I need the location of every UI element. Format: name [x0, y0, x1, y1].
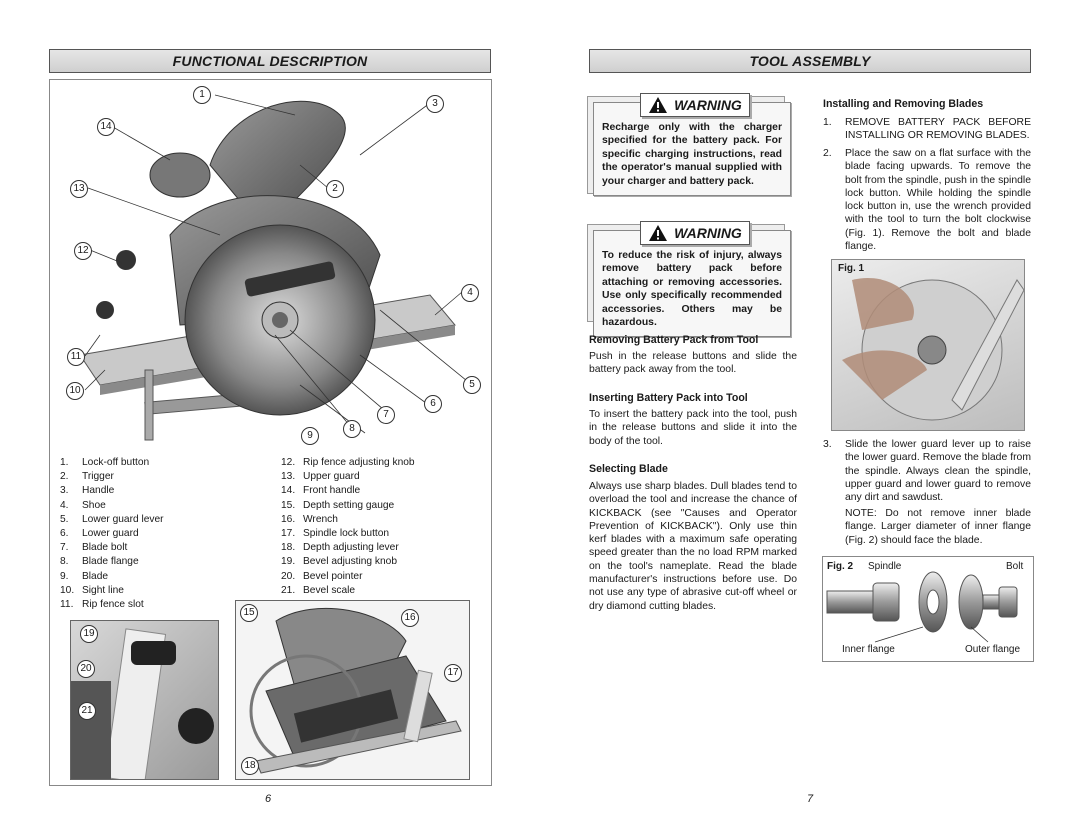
- callout-7: 7: [377, 406, 395, 424]
- callout-14: 14: [97, 118, 115, 136]
- spindle-label: Spindle: [868, 561, 902, 572]
- part-item: 19. Bevel adjusting knob: [281, 556, 398, 568]
- warning-box-battery: [587, 216, 787, 336]
- warning-triangle-icon: [648, 224, 668, 242]
- callout-3: 3: [426, 95, 444, 113]
- callout-16: 16: [401, 609, 419, 627]
- parts-list-left: [60, 456, 270, 612]
- inserting-battery-title: Inserting Battery Pack into Tool: [589, 392, 748, 404]
- selecting-blade-title: Selecting Blade: [589, 463, 668, 475]
- inner-flange-label: Inner flange: [842, 644, 895, 655]
- removing-battery-title: Removing Battery Pack from Tool: [589, 334, 759, 346]
- callout-5: 5: [463, 376, 481, 394]
- part-item: 11. Rip fence slot: [60, 599, 144, 611]
- parts-list-right: [281, 456, 481, 598]
- fig1-label: Fig. 1: [838, 263, 865, 274]
- bolt-label: Bolt: [1006, 561, 1024, 572]
- part-item: 6. Lower guard: [60, 528, 139, 540]
- part-item: 3. Handle: [60, 485, 115, 497]
- warning-triangle-icon: [648, 96, 668, 114]
- callout-6: 6: [424, 395, 442, 413]
- circular-saw-illustration: [60, 85, 480, 457]
- inserting-battery-text: To insert the battery pack into the tool, push in the release buttons and slide it into the body of the tool.: [589, 409, 797, 447]
- part-item: 8. Blade flange: [60, 556, 139, 568]
- part-item: 1. Lock-off button: [60, 457, 150, 468]
- removing-battery-text: Push in the release buttons and slide the battery pack away from the tool.: [589, 351, 797, 376]
- selecting-blade-text: Always use sharp blades. Dull blades tend to overload the tool and increase the chance of KICKBACK (see "Causes and Operator Prevention of KICKBACK"). Only use thin kerf blades with a maximum safe operating speed greater than the no load RPM marked on the tool's nameplate. Read the blade manufacturer's instructions before use. Do not use any type of abrasive cut-off wheel or dry diamond cutting blades.: [589, 481, 797, 612]
- part-item: 14. Front handle: [281, 485, 361, 497]
- callout-18: 18: [241, 757, 259, 775]
- part-item: 16. Wrench: [281, 513, 338, 525]
- part-item: 13. Upper guard: [281, 471, 360, 483]
- callout-15: 15: [240, 604, 258, 622]
- part-item: 15. Depth setting gauge: [281, 499, 395, 511]
- part-item: 12. Rip fence adjusting knob: [281, 457, 415, 468]
- callout-10: 10: [66, 382, 84, 400]
- part-item: 21. Bevel scale: [281, 584, 356, 596]
- page-number-right: 7: [807, 793, 814, 805]
- callout-21: 21: [78, 702, 96, 720]
- callout-8: 8: [343, 420, 361, 438]
- callout-9: 9: [301, 427, 319, 445]
- warning-box-charger: [587, 88, 787, 208]
- part-item: 5. Lower guard lever: [60, 513, 164, 525]
- callout-17: 17: [444, 664, 462, 682]
- part-item: 7. Blade bolt: [60, 542, 128, 554]
- part-item: 2. Trigger: [60, 471, 114, 483]
- functional-description-header: FUNCTIONAL DESCRIPTION: [49, 49, 491, 73]
- tool-assembly-header: TOOL ASSEMBLY: [589, 49, 1031, 73]
- page-number-left: 6: [265, 793, 272, 805]
- callout-4: 4: [461, 284, 479, 302]
- part-item: 10. Sight line: [60, 584, 124, 596]
- warning-label: WARNING: [640, 221, 750, 245]
- note-inner-flange: NOTE: Do not remove inner blade flange. Larger diameter of inner flange (Fig. 2) should face the blade.: [845, 508, 1031, 546]
- rear-view-photo: [235, 600, 470, 780]
- part-item: 17. Spindle lock button: [281, 528, 390, 540]
- step-3: 3. Slide the lower guard lever up to raise the lower guard. Remove the blade from the spindle. Always clean the spindle, upper guard and lower guard to remove any dirt and sawdust.: [823, 439, 1031, 504]
- part-item: 9. Blade: [60, 570, 109, 582]
- fig2-label: Fig. 2: [827, 561, 854, 572]
- outer-flange-label: Outer flange: [965, 644, 1021, 655]
- callout-2: 2: [326, 180, 344, 198]
- callout-19: 19: [80, 625, 98, 643]
- step-2: 2. Place the saw on a flat surface with the blade facing upwards. To remove the bolt from the spindle, push in the spindle lock button. While holding the spindle lock button in, use the wrench provided with the tool to turn the bolt clockwise (Fig. 1). Remove the bolt and blade flange.: [823, 148, 1031, 253]
- callout-1: 1: [193, 86, 211, 104]
- bevel-detail-photo: [70, 620, 219, 780]
- callout-13: 13: [70, 180, 88, 198]
- step-1: 1. REMOVE BATTERY PACK BEFORE INSTALLING OR REMOVING BLADES.: [823, 117, 1031, 142]
- warning-text: Recharge only with the charger specified for the battery pack. For specific charging instructions, read the operator's manual supplied with your charger and battery pack.: [602, 122, 782, 187]
- warning-text: To reduce the risk of injury, always remove battery pack before attaching or removing accessories. Use only specifically recommended accessories. Others may be hazardous.: [602, 250, 782, 329]
- part-item: 18. Depth adjusting lever: [281, 542, 399, 554]
- fig1-photo: [831, 259, 1025, 431]
- callout-12: 12: [74, 242, 92, 260]
- part-item: 4. Shoe: [60, 499, 106, 511]
- warning-label: WARNING: [640, 93, 750, 117]
- callout-20: 20: [77, 660, 95, 678]
- installing-blades-title: Installing and Removing Blades: [823, 98, 984, 110]
- callout-11: 11: [67, 348, 85, 366]
- part-item: 20. Bevel pointer: [281, 570, 363, 582]
